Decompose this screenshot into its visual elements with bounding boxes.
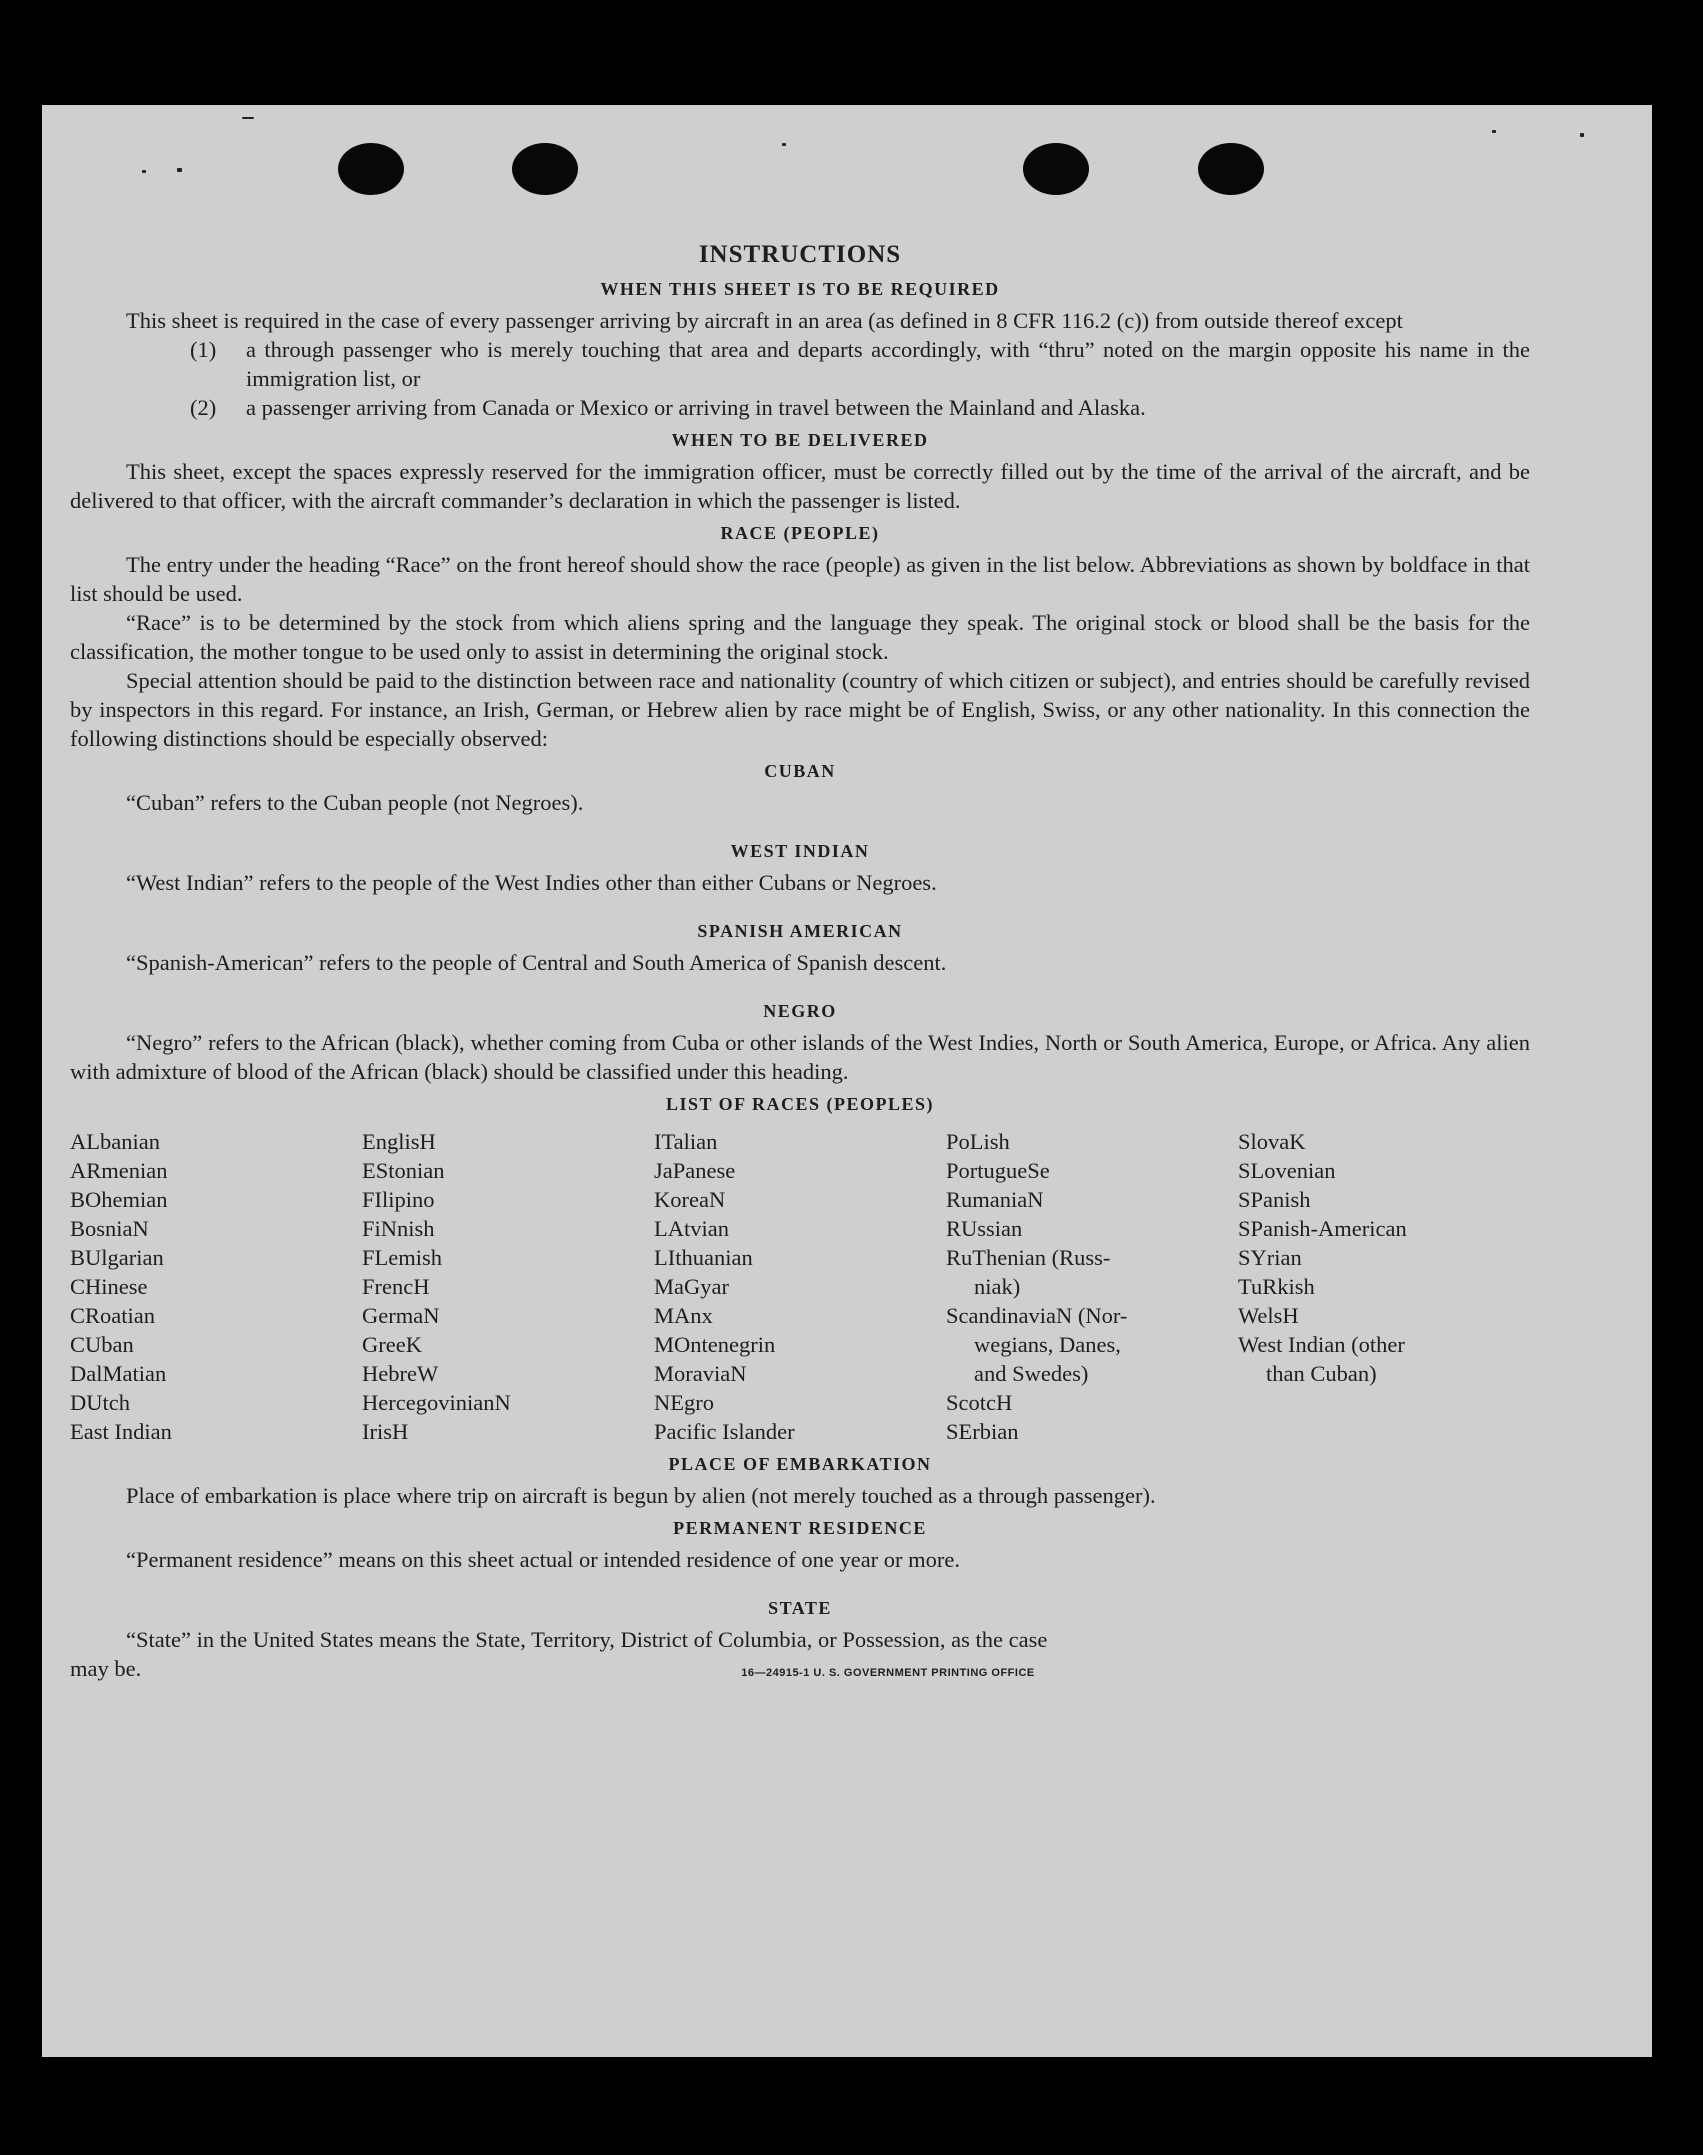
west-indian-text: “West Indian” refers to the people of the West Indies other than either Cubans or Negroes. bbox=[126, 870, 937, 895]
race-item: RUssian bbox=[946, 1216, 1023, 1241]
ink-speck bbox=[242, 117, 254, 119]
race-item: BUlgarian bbox=[70, 1245, 164, 1270]
residence-text: “Permanent residence” means on this sheet actual or intended residence of one year or more. bbox=[126, 1547, 961, 1572]
race-item: LAtvian bbox=[654, 1216, 729, 1241]
race-column bbox=[1238, 1127, 1530, 1446]
race-item: LIthuanian bbox=[654, 1245, 753, 1270]
race-item: HercegovinianN bbox=[362, 1390, 511, 1415]
race-item: CHinese bbox=[70, 1274, 148, 1299]
heading-embarkation: PLACE OF EMBARKATION bbox=[668, 1454, 932, 1474]
race-item: SPanish-American bbox=[1238, 1216, 1407, 1241]
race-item: ITalian bbox=[654, 1129, 718, 1154]
exception-number: (2) bbox=[190, 395, 217, 420]
ink-speck bbox=[142, 170, 146, 173]
punch-hole bbox=[512, 143, 578, 195]
race-item: DalMatian bbox=[70, 1361, 167, 1386]
ink-speck bbox=[177, 168, 182, 172]
race-item: EStonian bbox=[362, 1158, 445, 1183]
race-column bbox=[654, 1127, 946, 1446]
ink-speck bbox=[1580, 133, 1584, 137]
state-text: “State” in the United States means the State, Territory, District of Columbia, or Possession, as the case bbox=[126, 1627, 1048, 1652]
heading-residence: PERMANENT RESIDENCE bbox=[673, 1518, 927, 1538]
cuban-text: “Cuban” refers to the Cuban people (not Negroes). bbox=[126, 790, 584, 815]
race-item: BOhemian bbox=[70, 1187, 168, 1212]
race-item-continuation: wegians, Danes, bbox=[974, 1332, 1121, 1357]
race-column bbox=[70, 1127, 362, 1446]
print-code: 16—24915-1 U. S. GOVERNMENT PRINTING OFFICE bbox=[741, 1667, 1035, 1679]
race-item: MaGyar bbox=[654, 1274, 729, 1299]
race-item: MOntenegrin bbox=[654, 1332, 776, 1357]
race-item: RuThenian (Russ- bbox=[946, 1245, 1111, 1270]
race-item: KoreaN bbox=[654, 1187, 726, 1212]
race-item: West Indian (other bbox=[1238, 1332, 1405, 1357]
exception-item bbox=[70, 393, 1530, 422]
when-required-text: This sheet is required in the case of every passenger arriving by aircraft in an area (as defined in 8 CFR 116.2 (c)) from outside thereof except bbox=[126, 308, 1403, 333]
heading-cuban: CUBAN bbox=[764, 761, 836, 781]
race-item: SLovenian bbox=[1238, 1158, 1336, 1183]
race-item: EnglisH bbox=[362, 1129, 436, 1154]
race-item: SPanish bbox=[1238, 1187, 1311, 1212]
race-item: SlovaK bbox=[1238, 1129, 1306, 1154]
heading-list-of-races: LIST OF RACES (PEOPLES) bbox=[665, 1094, 935, 1114]
heading-spanish-american: SPANISH AMERICAN bbox=[697, 921, 903, 941]
race-item: FrencH bbox=[362, 1274, 430, 1299]
race-item: PortugueSe bbox=[946, 1158, 1050, 1183]
heading-negro: NEGRO bbox=[763, 1001, 837, 1021]
heading-west-indian: WEST INDIAN bbox=[730, 841, 870, 861]
race-item: SYrian bbox=[1238, 1245, 1302, 1270]
race-item: FIlipino bbox=[362, 1187, 435, 1212]
race-item: GermaN bbox=[362, 1303, 440, 1328]
punch-hole bbox=[1023, 143, 1089, 195]
punch-hole bbox=[338, 143, 404, 195]
race-item-continuation: niak) bbox=[974, 1274, 1021, 1299]
race-paragraph: The entry under the heading “Race” on the front hereof should show the race (people) as given in the list below. Abbreviations as shown by boldface in that list should be used. bbox=[70, 552, 1530, 606]
punch-hole bbox=[1198, 143, 1264, 195]
race-item: PoLish bbox=[946, 1129, 1010, 1154]
heading-when-delivered: WHEN TO BE DELIVERED bbox=[671, 430, 929, 450]
state-last-line bbox=[70, 1654, 1530, 1688]
when-delivered-text: This sheet, except the spaces expressly reserved for the immigration officer, must be correctly filled out by the time of the arrival of the aircraft, and be delivered to that officer, with the aircraft commander’s declaration in which the passenger is listed. bbox=[70, 459, 1530, 513]
race-item: CRoatian bbox=[70, 1303, 155, 1328]
heading-state: STATE bbox=[768, 1598, 832, 1618]
race-item: MAnx bbox=[654, 1303, 713, 1328]
race-item: DUtch bbox=[70, 1390, 130, 1415]
embarkation-text: Place of embarkation is place where trip on aircraft is begun by alien (not merely touched as a through passenger). bbox=[126, 1483, 1156, 1508]
race-item-continuation: than Cuban) bbox=[1266, 1361, 1377, 1386]
exception-text: a through passenger who is merely touching that area and departs accordingly, with “thru” noted on the margin opposite his name in the immigration list, or bbox=[246, 337, 1530, 391]
race-item: HebreW bbox=[362, 1361, 439, 1386]
race-list bbox=[70, 1127, 1530, 1446]
ink-speck bbox=[782, 143, 786, 146]
race-item-continuation: and Swedes) bbox=[974, 1361, 1089, 1386]
race-item: SErbian bbox=[946, 1419, 1019, 1444]
race-column bbox=[362, 1127, 654, 1446]
page-title: INSTRUCTIONS bbox=[698, 241, 902, 268]
race-item: BosniaN bbox=[70, 1216, 149, 1241]
race-item: WelsH bbox=[1238, 1303, 1299, 1328]
race-item: FLemish bbox=[362, 1245, 443, 1270]
instruction-content bbox=[70, 240, 1530, 1688]
race-column bbox=[946, 1127, 1238, 1446]
race-item: GreeK bbox=[362, 1332, 422, 1357]
race-paragraph: “Race” is to be determined by the stock from which aliens spring and the language they speak. The original stock or blood shall be the basis for the classification, the mother tongue to be used only to assist in determining the original stock. bbox=[70, 610, 1530, 664]
race-item: FiNnish bbox=[362, 1216, 435, 1241]
instruction-sheet bbox=[42, 105, 1652, 2057]
race-item: ARmenian bbox=[70, 1158, 168, 1183]
heading-race: RACE (PEOPLE) bbox=[720, 523, 880, 543]
negro-text: “Negro” refers to the African (black), whether coming from Cuba or other islands of the West Indies, North or South America, Europe, or Africa. Any alien with admixture of blood of the African (black) should be classified under this heading. bbox=[70, 1030, 1530, 1084]
exception-number: (1) bbox=[190, 337, 217, 362]
race-item: TuRkish bbox=[1238, 1274, 1315, 1299]
heading-when-required: WHEN THIS SHEET IS TO BE REQUIRED bbox=[600, 279, 1000, 299]
ink-speck bbox=[1492, 130, 1496, 133]
race-item: ScotcH bbox=[946, 1390, 1013, 1415]
race-item: East Indian bbox=[70, 1419, 172, 1444]
state-text-end: may be. bbox=[70, 1656, 142, 1681]
exception-item bbox=[70, 335, 1530, 393]
race-item: MoraviaN bbox=[654, 1361, 747, 1386]
race-item: IrisH bbox=[362, 1419, 409, 1444]
race-paragraph: Special attention should be paid to the distinction between race and nationality (country of which citizen or subject), and entries should be carefully revised by inspectors in this regard. For instance, an Irish, German, or Hebrew alien by race might be of English, Swiss, or any other nationality. In this connection the following distinctions should be especially observed: bbox=[70, 668, 1530, 751]
exception-text: a passenger arriving from Canada or Mexico or arriving in travel between the Mainland and Alaska. bbox=[246, 395, 1146, 420]
race-item: ScandinaviaN (Nor- bbox=[946, 1303, 1128, 1328]
race-item: Pacific Islander bbox=[654, 1419, 795, 1444]
race-item: RumaniaN bbox=[946, 1187, 1044, 1212]
race-item: JaPanese bbox=[654, 1158, 736, 1183]
race-item: NEgro bbox=[654, 1390, 714, 1415]
spanish-american-text: “Spanish-American” refers to the people of Central and South America of Spanish descent. bbox=[126, 950, 947, 975]
race-item: CUban bbox=[70, 1332, 134, 1357]
race-item: ALbanian bbox=[70, 1129, 160, 1154]
